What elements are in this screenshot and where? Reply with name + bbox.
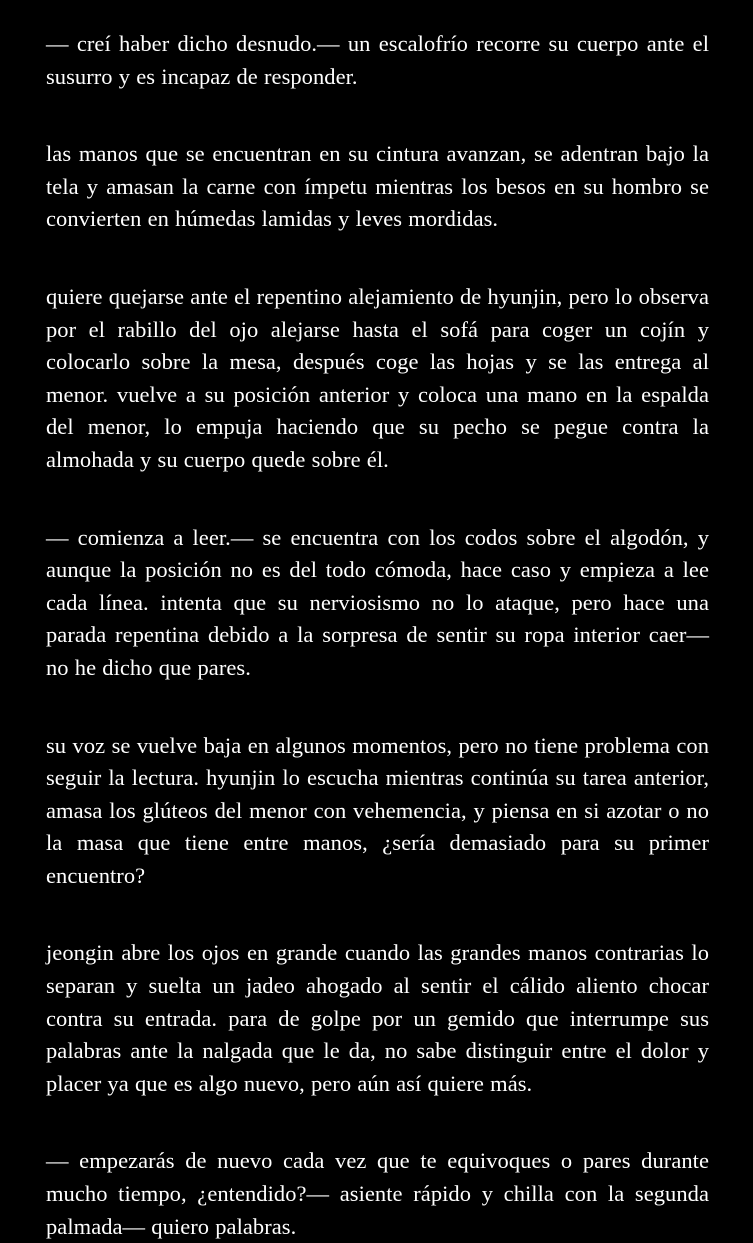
paragraph-1: — creí haber dicho desnudo.— un escalofrío recorre su cuerpo ante el susurro y es incapaz de responder. (46, 31, 709, 89)
paragraph-6: jeongin abre los ojos en grande cuando las grandes manos contrarias lo separan y suelta un jadeo ahogado al sentir el cálido aliento chocar contra su entrada. para de golpe por un gemido que interrumpe sus palabras ante la nalgada que le da, no sabe distinguir entre el dolor y placer ya que es algo nuevo, pero aún así quiere más. (46, 940, 709, 1096)
paragraph-3: quiere quejarse ante el repentino alejamiento de hyunjin, pero lo observa por el rabillo del ojo alejarse hasta el sofá para coger un cojín y colocarlo sobre la mesa, después coge las hojas y se las entrega al menor. vuelve a su posición anterior y coloca una mano en la espalda del menor, lo empuja haciendo que su pecho se pegue contra la almohada y su cuerpo quede sobre él. (46, 283, 709, 472)
paragraph-7: — empezarás de nuevo cada vez que te equivoques o pares durante mucho tiempo, ¿entendido?— asiente rápido y chilla con la segunda palmada— quiero palabras. (46, 1148, 709, 1239)
paragraph-5: su voz se vuelve baja en algunos momentos, pero no tiene problema con seguir la lectura. hyunjin lo escucha mientras continúa su tarea anterior, amasa los glúteos del menor con vehemencia, y piensa en si azotar o no la masa que tiene entre manos, ¿sería demasiado para su primer encuentro? (46, 732, 709, 888)
paragraph-2: las manos que se encuentran en su cintura avanzan, se adentran bajo la tela y amasan la carne con ímpetu mientras los besos en su hombro se convierten en húmedas lamidas y leves mordidas. (46, 141, 709, 232)
paragraph-4: — comienza a leer.— se encuentra con los codos sobre el algodón, y aunque la posición no es del todo cómoda, hace caso y empieza a lee cada línea. intenta que su nerviosismo no lo ataque, pero hace una parada repentina debido a la sorpresa de sentir su ropa interior caer— no he dicho que pares. (46, 524, 709, 680)
